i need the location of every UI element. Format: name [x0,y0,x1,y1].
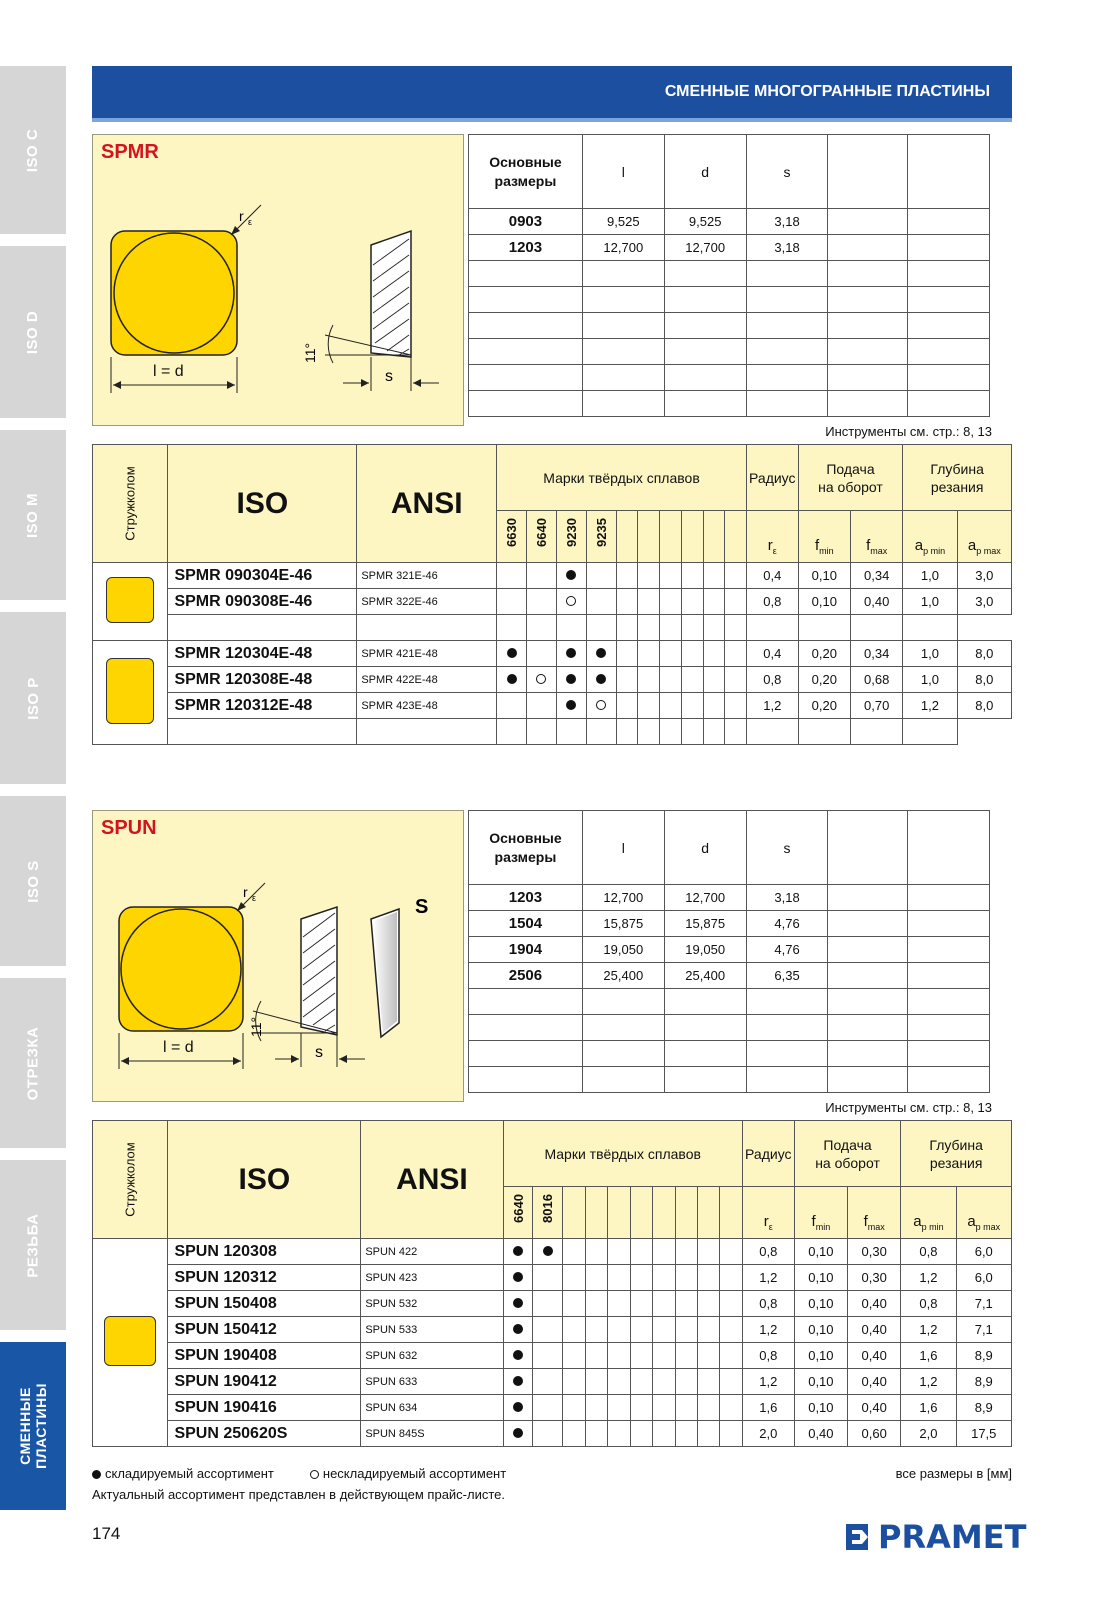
side-tab-1[interactable] [0,246,68,418]
stock-dot-icon [596,648,606,658]
assortment-note: Актуальный ассортимент представлен в действующем прайс-листе. [92,1487,506,1502]
side-tab-4[interactable] [0,796,68,966]
units-note: все размеры в [мм] [895,1466,1012,1481]
grade-label: 6640 [533,518,549,547]
spmr-dimensions-table: Основные размеры l d s 0903 9,525 9,525 3,18 1203 12,700 12,700 3,18 [468,134,990,417]
spun-dimensions-table: Основные размеры l d s 1203 12,700 12,700 3,18 1504 15,875 15,875 4,76 1904 19,050 19,050 4,76 2506 25,400 25,400 6,35 [468,810,990,1093]
table-row: SPUN 150408 SPUN 532 0,8 0,10 0,40 0,8 7,1 [93,1291,1012,1317]
legend-stock: складируемый ассортимент [92,1466,274,1481]
table-row: SPUN 150412 SPUN 533 1,2 0,10 0,40 1,2 7,1 [93,1317,1012,1343]
pramet-logo-icon [846,1522,876,1552]
nonstock-ring-icon [566,596,576,606]
table-row: SPMR 120308E-48 SPMR 422E-48 0,8 0,20 0,68 1,0 8,0 [93,667,1012,693]
spmr-product-table: Стружколом ISO ANSI Марки твёрдых сплавов Радиус Подача на оборот Глубина резания 6630 6640 9230 9235 $r_\varepsilon$ $f_{min}$ $f_{max}$ $a_{p min}$ $a_{p max}$ SPMR 090304E-46 SPMR 321E-46 0,4 0,10 0,34 1,0 3,0 SPMR 090308E-46 SPMR 322E-46 0,8 0,10 0,40 1,0 3,0 SPMR 120304E-48 SPMR 421E-48 0,4 0,20 0,34 1,0 8,0 SPMR 120308E-48 SPMR 422E-48 0,8 0,20 0,68 1,0 8,0 SPMR 120312E-48 SPMR 423E-48 1,2 0,20 0,70 1,2 8,0 [92,444,1012,745]
grade-label: 6630 [504,518,520,547]
dim-label: Основные размеры [469,135,583,209]
table-row: SPMR 090308E-46 SPMR 322E-46 0,8 0,10 0,40 1,0 3,0 [93,589,1012,615]
page-header [92,66,1012,118]
stock-dot-icon [513,1298,523,1308]
insert-square-icon [104,1316,156,1366]
stock-dot-icon [566,674,576,684]
spun-s-label: s [315,1044,323,1061]
dim-row: 1203 12,700 12,700 3,18 [469,885,990,911]
table-row: SPUN 120312 SPUN 423 1,2 0,10 0,30 1,2 6,0 [93,1265,1012,1291]
side-tab-2[interactable] [0,430,68,600]
stock-dot-icon [513,1324,523,1334]
spun-r-label: r [243,884,248,900]
pramet-logo-text: PRAMET [878,1518,1027,1556]
side-tab-label: ISO S [24,859,42,903]
spun-angle-label: 11° [248,1016,264,1037]
dim-row: 2506 25,400 25,400 6,35 [469,963,990,989]
side-tab-6[interactable] [0,1160,68,1330]
stock-dot-icon [513,1272,523,1282]
spmr-insert-drawing [93,135,465,427]
stock-dot-icon [513,1350,523,1360]
chipbreaker-picture [93,641,168,745]
table-row: SPUN 250620S SPUN 845S 2,0 0,40 0,60 2,0 17,5 [93,1421,1012,1447]
svg-text:ε: ε [248,217,253,227]
spmr-tools-note: Инструменты см. стр.: 8, 13 [825,424,992,439]
spun-s-big-label: S [415,896,429,918]
spmr-s-label: s [385,368,393,385]
stock-dot-icon [596,674,606,684]
legend-nonstock: нескладируемый ассортимент [310,1466,506,1481]
chipbreaker-picture [93,1239,168,1447]
table-row: SPUN 190412 SPUN 633 1,2 0,10 0,40 1,2 8,9 [93,1369,1012,1395]
nonstock-ring-icon [596,700,606,710]
stock-dot-icon [543,1246,553,1256]
stock-dot-icon [513,1402,523,1412]
page-number: 174 [92,1524,121,1543]
table-row: SPMR 120312E-48 SPMR 423E-48 1,2 0,20 0,70 1,2 8,0 [93,693,1012,719]
depth-header: Глубина резания [903,445,1012,511]
stock-dot-icon [566,700,576,710]
side-tab-3[interactable] [0,612,68,784]
side-tab-label: РЕЗЬБА [24,1212,42,1278]
grade-label: 6640 [510,1194,526,1223]
svg-text:ε: ε [252,893,257,903]
grade-label: 8016 [540,1194,556,1223]
table-row: SPUN 190408 SPUN 632 0,8 0,10 0,40 1,6 8,9 [93,1343,1012,1369]
page-title: СМЕННЫЕ МНОГОГРАННЫЕ ПЛАСТИНЫ [664,83,990,100]
ansi-header: ANSI [357,445,497,563]
grades-header: Марки твёрдых сплавов [497,445,747,511]
spun-title: SPUN [101,817,157,839]
dim-row: 1504 15,875 15,875 4,76 [469,911,990,937]
table-row: SPMR 120304E-48 SPMR 421E-48 0,4 0,20 0,34 1,0 8,0 [93,641,1012,667]
stock-dot-icon [513,1428,523,1438]
grade-label: 9230 [563,518,579,547]
side-tab-0[interactable] [0,66,68,234]
spun-insert-drawing [93,811,465,1103]
stock-dot-icon [513,1376,523,1386]
side-tab-label: ОТРЕЗКА [24,1026,42,1100]
radius-header: Радиус [746,445,798,511]
table-row: SPUN 120308 SPUN 422 0,8 0,10 0,30 0,8 6,0 [93,1239,1012,1265]
spmr-r-label: r [239,208,244,224]
chipbreaker-picture [93,563,168,641]
nonstock-ring-icon [536,674,546,684]
stock-dot-icon [513,1246,523,1256]
spmr-title: SPMR [101,141,159,163]
spun-drawing-panel [92,810,464,1102]
side-tab-label: ISO C [24,128,42,172]
side-tab-label: ISO M [24,492,42,538]
footer-legend [92,1466,1012,1502]
spmr-drawing-panel [92,134,464,426]
spun-tools-note: Инструменты см. стр.: 8, 13 [825,1100,992,1115]
spmr-angle-label: 11° [302,342,318,363]
stock-dot-icon [507,674,517,684]
insert-square-icon [106,658,154,724]
iso-header: ISO [168,445,357,563]
feed-header: Подача на оборот [798,445,903,511]
spun-product-table: Стружколом ISO ANSI Марки твёрдых сплавов Радиус Подача на оборот Глубина резания 6640 8016 $r_\varepsilon$ $f_{min}$ $f_{max}$ $a_{p min}$ $a_{p max}$ SPUN 120308 SPUN 422 0,8 0,10 0,30 0,8 6,0 SPUN 120312 SPUN 423 1,2 0,10 0,30 1,2 6,0 SPUN 150408 SPUN 532 0,8 0,10 0,40 0,8 7,1 SPUN 150412 SPUN 533 1,2 0,10 0,40 1,2 7,1 SPUN 190408 SPUN 632 0,8 0,10 0,40 1,6 8,9 SPUN 190412 SPUN 633 1,2 0,10 0,40 1,2 8,9 SPUN 190416 SPUN 634 1,6 0,10 0,40 1,6 8,9 SPUN 250620S SPUN 845S 2,0 0,40 0,60 2,0 17,5 [92,1120,1012,1447]
side-tab-5[interactable] [0,978,68,1148]
grade-label: 9235 [593,518,609,547]
table-row: SPMR 090304E-46 SPMR 321E-46 0,4 0,10 0,34 1,0 3,0 [93,563,1012,589]
dim-row: 1904 19,050 19,050 4,76 [469,937,990,963]
dim-row: 0903 9,525 9,525 3,18 [469,209,990,235]
dim-row: 1203 12,700 12,700 3,18 [469,235,990,261]
side-tab-label: ISO P [24,676,42,720]
spun-l-label: l = d [163,1039,194,1056]
stock-dot-icon [566,648,576,658]
side-tab-label: ISO D [24,310,42,354]
table-row: SPUN 190416 SPUN 634 1,6 0,10 0,40 1,6 8,9 [93,1395,1012,1421]
chipbreaker-header: Стружколом [93,445,168,563]
pramet-logo [846,1520,1026,1554]
insert-square-icon [106,577,154,623]
side-tab-label: СМЕННЫЕ ПЛАСТИНЫ [17,1383,49,1469]
spmr-l-label: l = d [153,363,184,380]
stock-dot-icon [566,570,576,580]
side-tab-7[interactable] [0,1342,68,1510]
stock-dot-icon [507,648,517,658]
